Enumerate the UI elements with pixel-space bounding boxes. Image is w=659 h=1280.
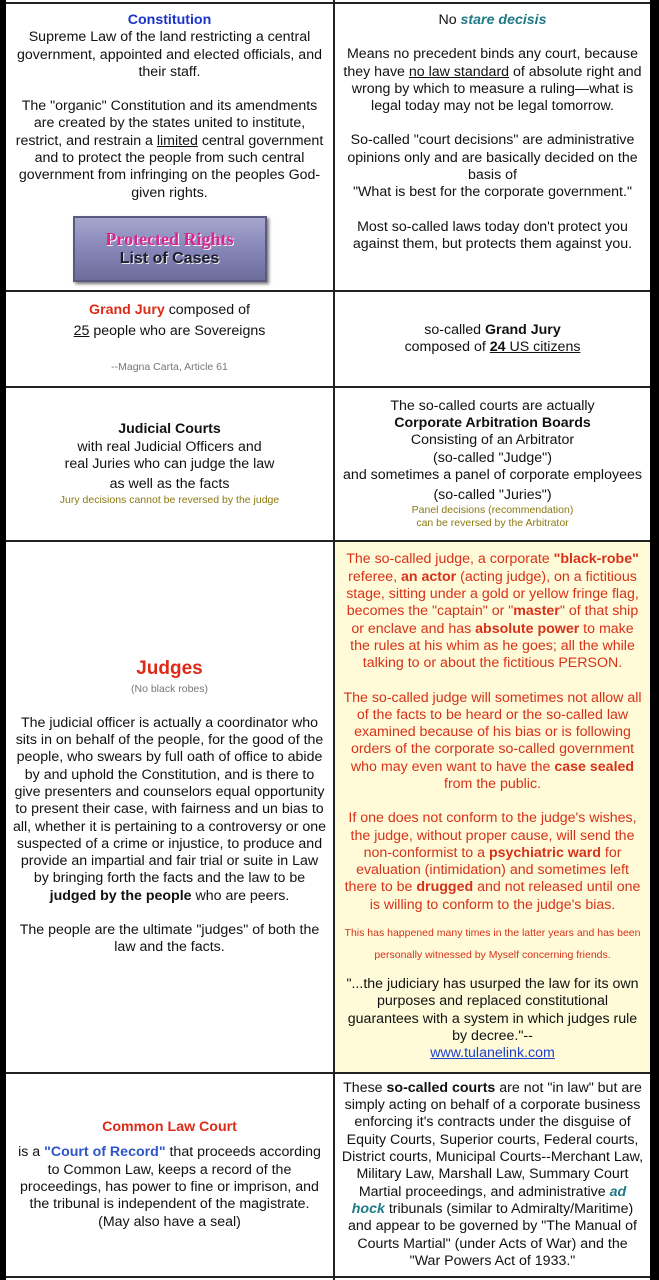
common-law-court-cell: [6, 1074, 333, 1276]
judiciary-quote: "...the judiciary has usurped the law for its own purposes and replaced constitutional guarantees with a system in which judges rule by decree."--: [346, 976, 639, 1044]
so-called-grand-jury-cell: [335, 292, 650, 386]
witness-note: This has happened many times in the latter years and has been: [344, 927, 641, 940]
witness-note: personally witnessed by Myself concerning friends.: [374, 949, 611, 962]
arbitration-line: and sometimes a panel of corporate employees: [343, 466, 642, 483]
arbitration-line: The so-called courts are actually: [390, 397, 595, 414]
judges-cell: [6, 542, 333, 1072]
seal-note: (May also have a seal): [98, 1213, 241, 1230]
organic-constitution-text: The "organic" Constitution and its amendments are created by the states united to institute, restrict, and restrain a limited central government and to protect the people from such central government from infringing on the peoples God-given rights.: [15, 98, 324, 201]
judicial-courts-line: as well as the facts: [109, 476, 230, 493]
court-decisions-text: So-called "court decisions" are administrative opinions only and are basically decided on the basis of: [347, 132, 638, 184]
protected-rights-button[interactable]: [73, 216, 267, 282]
so-called-courts-cell: [335, 1074, 650, 1276]
badge-subtitle: List of Cases: [119, 250, 220, 268]
judicial-officer-text: The judicial officer is actually a coordinator who sits in on behalf of the people, for the good of the people, who swears by full oath of office to abide by and uphold the Constitution, and is there to give presenters and counselors equal opportunity to present their case, with fairness and un bias to all, whether it is pertaining to a controversy or one suspected of a crime or injustice, to produce and provide an impartial and fair trial or suite in Law by bringing forth the facts and the law to be judged by the people who are peers.: [12, 714, 327, 904]
grand-jury-line: Grand Jury composed of: [89, 302, 250, 319]
court-of-record-text: is a "Court of Record" that proceeds according to Common Law, keeps a record of the proceedings, has power to fine or imprison, and the tribunal is independent of the magistrate.: [18, 1144, 321, 1213]
bias-text: The so-called judge will sometimes not allow all of the facts to be heard or the so-called law examined because of his bias or is following orders of the corporate so-called government who may even want to have the case sealed from the public.: [343, 689, 642, 792]
arbitration-line: (so-called "Juries"): [433, 487, 552, 504]
judicial-courts-heading: Judicial Courts: [118, 421, 221, 438]
panel-note: can be reversed by the Arbitrator: [416, 517, 569, 530]
row-divider: [6, 1276, 650, 1278]
laws-text: Most so-called laws today don't protect you against them, but protects them against you.: [352, 218, 633, 252]
sovereigns-line: 25 people who are Sovereigns: [73, 323, 266, 340]
arbitration-line: Consisting of an Arbitrator: [410, 432, 575, 449]
judges-subheading: (No black robes): [130, 683, 209, 696]
jury-note: Jury decisions cannot be reversed by the judge: [59, 493, 280, 506]
psychiatric-text: If one does not conform to the judge's wishes, the judge, without proper cause, will send the non-conformist to a psychiatric ward for evaluation (intimidation) and sometimes left there to be drugged and not released until one is willing to conform to the judge's bias.: [344, 810, 641, 913]
constitution-description: Supreme Law of the land restricting a central government, appointed and elected officials, and their staff.: [17, 29, 322, 80]
common-law-heading: Common Law Court: [102, 1119, 237, 1136]
judicial-courts-line: with real Judicial Officers and: [77, 438, 262, 455]
panel-note: Panel decisions (recommendation): [411, 504, 574, 517]
constitution-heading: Constitution: [127, 12, 212, 28]
grand-jury-cell: [6, 292, 333, 386]
badge-title: Protected Rights: [105, 229, 234, 250]
actor-judge-text: The so-called judge, a corporate "black-robe" referee, an actor (acting judge), on a fictitious stage, sitting under a gold or yellow fringe flag, becomes the "captain" or "master" of that ship or enclave and has absolute power to make the rules at his whim as he goes; all the while talking to or about the fictitious PERSON.: [346, 551, 639, 672]
corporate-quote: "What is best for the corporate government.": [353, 184, 632, 201]
arbitration-line: (so-called "Judge"): [433, 449, 552, 466]
comparison-table: [6, 0, 650, 1280]
corporate-courts-text: These so-called courts are not "in law" but are simply acting on behalf of a corporate business enforcing it's contracts under the disguise of Equity Courts, Superior courts, Federal courts, District courts, Municipal Courts--Merchant Law, Military Law, Marshall Law, Summary Court Martial proceedings, and administrative ad hock tribunals (similar to Admiralty/Maritime) and appear to be governed by "The Manual of Courts Martial" (under Acts of War) and the "War Powers Act of 1933.": [341, 1079, 644, 1269]
so-called-judge-cell: [335, 542, 650, 1072]
us-citizens-line: composed of 24 US citizens: [404, 339, 581, 355]
stare-decisis-heading: No stare decisis: [438, 12, 547, 28]
constitution-cell: [6, 4, 333, 290]
judicial-courts-cell: [6, 388, 333, 540]
precedent-text: Means no precedent binds any court, because they have no law standard of absolute right and wrong by which to measure a ruling—what is legal today may not be legal tomorrow.: [343, 46, 642, 115]
arbitration-boards-heading: Corporate Arbitration Boards: [394, 414, 591, 431]
so-called-grand-jury-line: so-called Grand Jury: [424, 321, 561, 338]
ultimate-judges-text: The people are the ultimate "judges" of both the law and the facts.: [19, 921, 320, 956]
judicial-courts-line: real Juries who can judge the law: [64, 456, 275, 472]
stare-decisis-cell: [335, 4, 650, 290]
judges-heading: Judges: [136, 658, 203, 680]
tulanelink-link[interactable]: www.tulanelink.com: [430, 1045, 555, 1062]
arbitration-boards-cell: [335, 388, 650, 540]
magna-carta-source: --Magna Carta, Article 61: [111, 360, 228, 373]
